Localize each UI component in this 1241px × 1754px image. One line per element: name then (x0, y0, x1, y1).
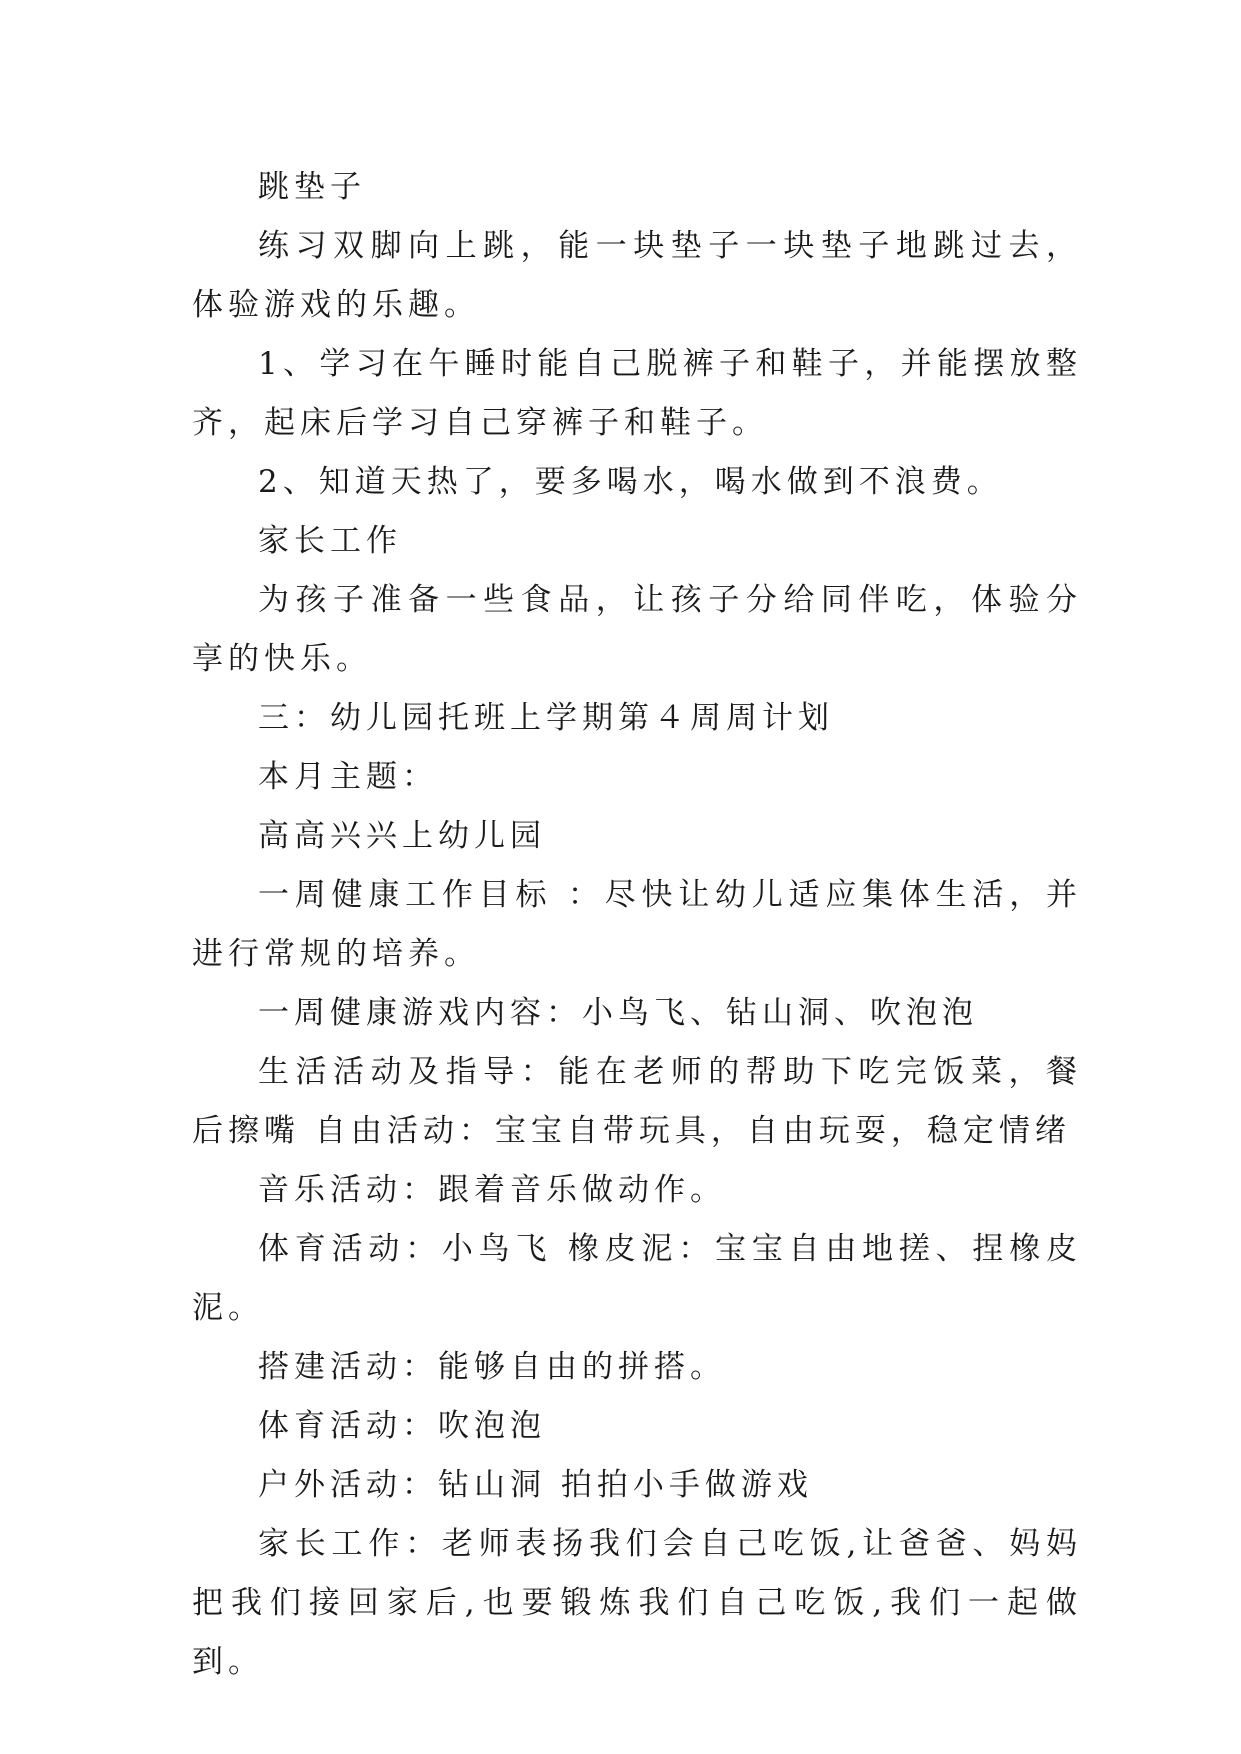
paragraph-11: 一周健康游戏内容：小鸟飞、钻山洞、吹泡泡 (258, 995, 978, 1031)
paragraph-18: 家长工作：老师表扬我们会自己吃饭,让爸爸、妈妈把我们接回家后,也要锻炼我们自己吃饭,我们一起做到。 (192, 1526, 1082, 1680)
paragraph-16: 体育活动：吹泡泡 (258, 1408, 546, 1444)
paragraph-2: 练习双脚向上跳，能一块垫子一块垫子地跳过去，体验游戏的乐趣。 (192, 228, 1082, 323)
paragraph-6: 为孩子准备一些食品，让孩子分给同伴吃，体验分享的快乐。 (192, 582, 1082, 677)
paragraph-7: 三：幼儿园托班上学期第４周周计划 (258, 700, 834, 736)
document-body (192, 158, 1082, 1692)
paragraph-10: 一周健康工作目标 ：尽快让幼儿适应集体生活，并进行常规的培养。 (192, 877, 1082, 972)
paragraph-17: 户外活动：钻山洞 拍拍小手做游戏 (258, 1467, 813, 1503)
paragraph-14: 体育活动：小鸟飞 橡皮泥：宝宝自由地搓、捏橡皮泥。 (192, 1231, 1082, 1326)
paragraph-9: 高高兴兴上幼儿园 (258, 818, 546, 854)
paragraph-1: 跳垫子 (258, 169, 366, 205)
paragraph-13: 音乐活动：跟着音乐做动作。 (258, 1172, 726, 1208)
paragraph-12: 生活活动及指导：能在老师的帮助下吃完饭菜，餐后擦嘴 自由活动：宝宝自带玩具，自由玩耍，稳定情绪 (192, 1054, 1082, 1149)
paragraph-3: 1、学习在午睡时能自己脱裤子和鞋子，并能摆放整齐，起床后学习自己穿裤子和鞋子。 (192, 346, 1082, 441)
paragraph-8: 本月主题： (258, 759, 438, 795)
paragraph-5: 家长工作 (258, 523, 402, 559)
paragraph-15: 搭建活动：能够自由的拼搭。 (258, 1349, 726, 1385)
paragraph-4: 2、知道天热了，要多喝水，喝水做到不浪费。 (258, 464, 1003, 500)
